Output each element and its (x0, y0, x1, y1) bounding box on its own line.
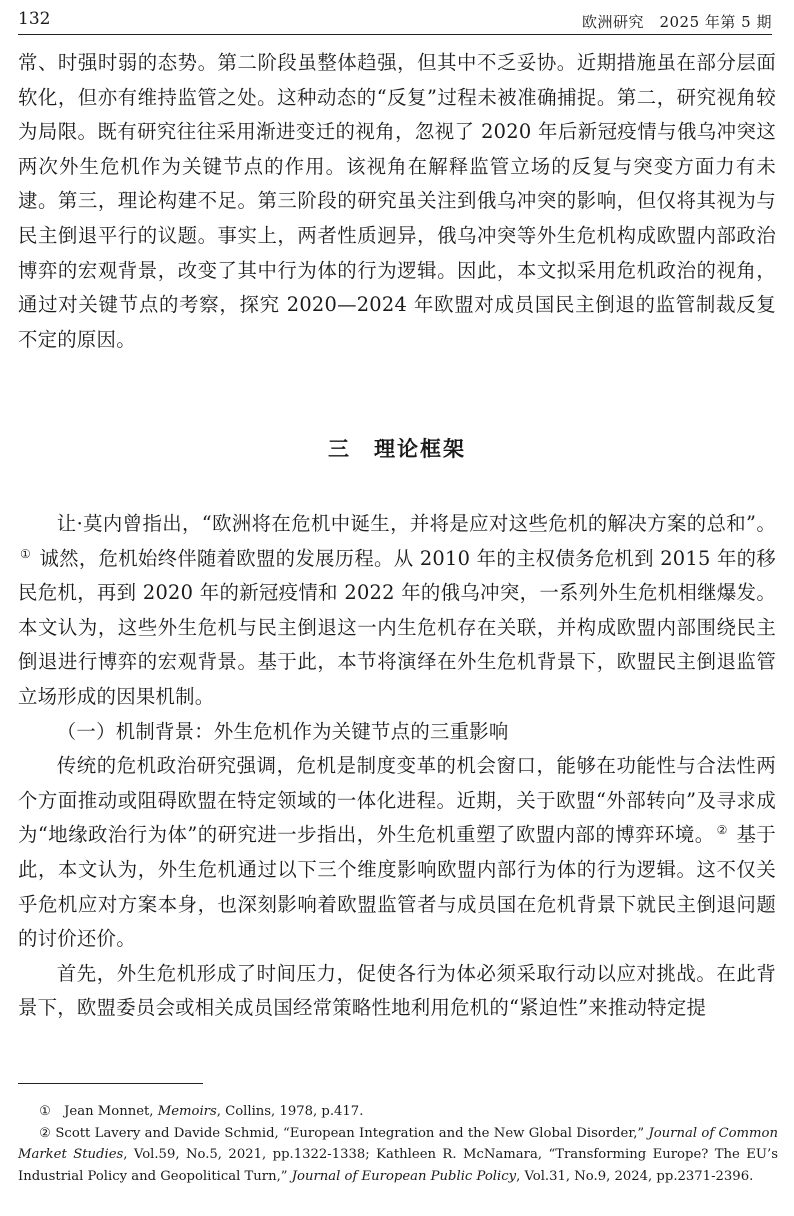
subheading: （一）机制背景：外生危机作为关键节点的三重影响 (56, 719, 509, 743)
footnote-text: , Collins, 1978, p.417. (216, 1104, 364, 1119)
paragraph-text: 让·莫内曾指出，“欧洲将在危机中诞生，并将是应对这些危机的解决方案的总和”。 (56, 512, 776, 535)
footnote-text: Jean Monnet, (64, 1104, 158, 1119)
footnote-title: Memoirs (157, 1104, 217, 1119)
footnote-text: , Vol.59, No.5, 2021, pp.1322-1338; Kathleen R. McNamara, “Transforming Europe? The EU’s Industrial Policy and Geopolitical Turn,” (18, 1147, 778, 1184)
footnote-marker: ② (716, 823, 728, 838)
page-header (18, 8, 772, 35)
paragraph-text: 传统的危机政治研究强调，危机是制度变革的机会窗口，能够在功能性与合法性两个方面推动或阻碍欧盟在特定领域的一体化进程。近期，关于欧盟“外部转向”及寻求成为“地缘政治行为体”的研究进一步指出，外生危机重塑了欧盟内部的博弈环境。 (18, 754, 776, 847)
page-number: 132 (18, 9, 51, 29)
paragraph-text: 首先，外生危机形成了时间压力，促使各行为体必须采取行动以应对挑战。在此背景下，欧盟委员会或相关成员国经常策略性地利用危机的“紧迫性”来推动特定提 (18, 961, 776, 1020)
paragraph-text: 常、时强时弱的态势。第二阶段虽整体趋强，但其中不乏妥协。近期措施虽在部分层面软化，但亦有维持监管之处。这种动态的“反复”过程未被准确捕捉。第二，研究视角较为局限。既有研究往往采用渐进变迁的视角，忽视了 2020 年后新冠疫情与俄乌冲突这两次外生危机作为关键节点的作用。该视角在解释监管立场的反复与突变方面力有未逮。第三，理论构建不足。第三阶段的研究虽关注到俄乌冲突的影响，但仅将其视为与民主倒退平行的议题。事实上，两者性质迥异，俄乌冲突等外生危机构成欧盟内部政治博弈的宏观背景，改变了其中行为体的行为逻辑。因此，本文拟采用危机政治的视角，通过对关键节点的考察，探究 2020—2024 年欧盟对成员国民主倒退的监管制裁反复不定的原因。 (18, 51, 776, 351)
footnote-marker: ② (39, 1125, 52, 1141)
section-body (18, 507, 776, 1026)
footnote-journal: Journal of Common Market Studies (18, 1125, 778, 1162)
footnote-1 (18, 1101, 778, 1123)
paragraph-text: 基于此，本文认为，外生危机通过以下三个维度影响欧盟内部行为体的行为逻辑。这不仅关乎危机应对方案本身，也深刻影响着欧盟监管者与成员国在危机背景下就民主倒退问题的讨价还价。 (18, 823, 776, 951)
running-head: 欧洲研究 2025 年第 5 期 (581, 13, 772, 31)
footnote-marker: ① (39, 1104, 51, 1119)
footnote-2 (18, 1123, 778, 1188)
footnote-text: , Vol.31, No.9, 2024, pp.2371-2396. (516, 1168, 754, 1184)
footnote-text: Scott Lavery and Davide Schmid, “European Integration and the New Global Disorder,” (51, 1125, 649, 1141)
footnote-divider (18, 1083, 203, 1084)
footnote-marker: ① (20, 546, 32, 561)
paragraph (18, 507, 776, 715)
paragraph-text: 诚然，危机始终伴随着欧盟的发展历程。从 2010 年的主权债务危机到 2015 年的移民危机，再到 2020 年的新冠疫情和 2022 年的俄乌冲突，一系列外生危机相继爆发。本文认为，这些外生危机与民主倒退这一内生危机存在关联，并构成欧盟内部围绕民主倒退进行博弈的宏观背景。基于此，本节将演绎在外生危机背景下，欧盟民主倒退监管立场形成的因果机制。 (18, 546, 776, 708)
footnotes (18, 1101, 778, 1187)
paragraph (18, 749, 776, 957)
section-title: 三 理论框架 (328, 437, 466, 461)
footnote-journal: Journal of European Public Policy (291, 1168, 517, 1184)
paragraph-continuation (18, 46, 776, 357)
